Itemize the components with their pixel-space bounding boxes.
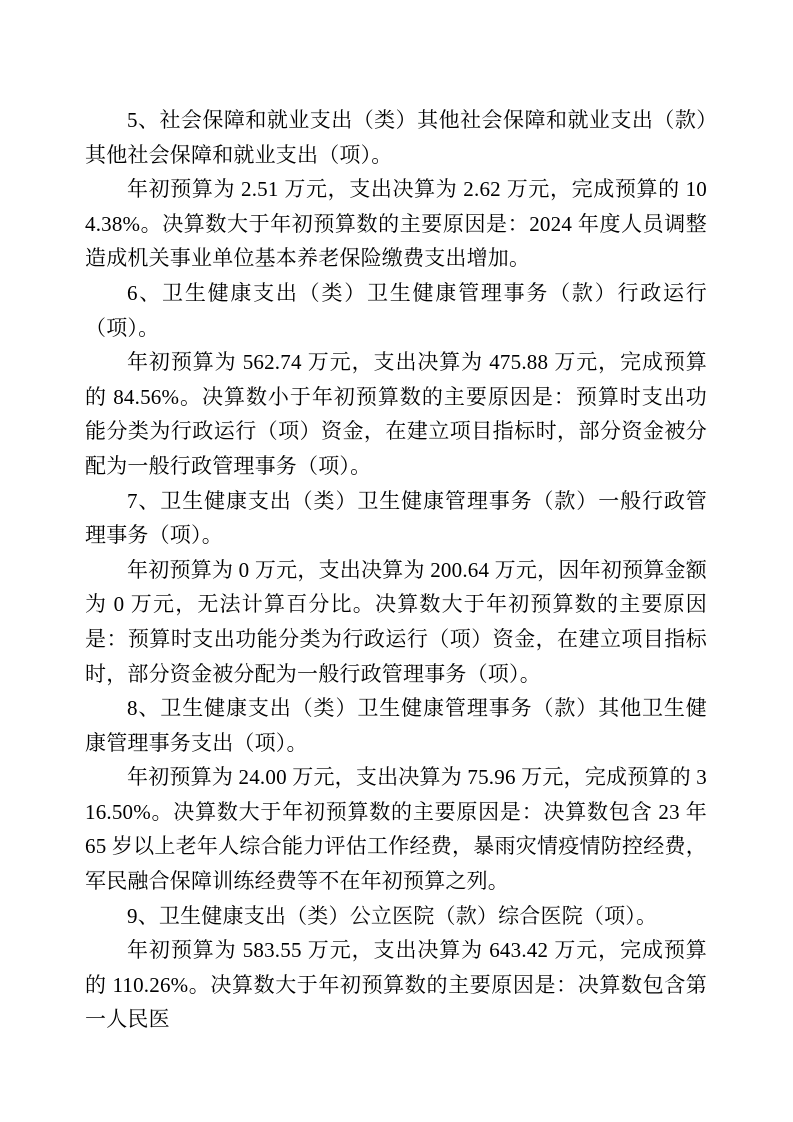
section-5-heading: 5、社会保障和就业支出（类）其他社会保障和就业支出（款）其他社会保障和就业支出（项）。: [85, 108, 707, 167]
section-6-body: 年初预算为 562.74 万元，支出决算为 475.88 万元，完成预算的 84.56%。决算数小于年初预算数的主要原因是：预算时支出功能分类为行政运行（项）资金，在建立项目指标时，部分资金被分配为一般行政管理事务（项）。: [85, 350, 707, 478]
section-9-body: 年初预算为 583.55 万元，支出决算为 643.42 万元，完成预算的 110.26%。决算数大于年初预算数的主要原因是：决算数包含第一人民医: [85, 938, 707, 1032]
section-9-heading: 9、卫生健康支出（类）公立医院（款）综合医院（项）。: [127, 903, 658, 928]
section-7-body: 年初预算为 0 万元，支出决算为 200.64 万元，因年初预算金额为 0 万元，无法计算百分比。决算数大于年初预算数的主要原因是：预算时支出功能分类为行政运行（项）资金，在建立项目指标时，部分资金被分配为一般行政管理事务（项）。: [85, 557, 707, 686]
document-body: [85, 103, 707, 1037]
section-8-heading: 8、卫生健康支出（类）卫生健康管理事务（款）其他卫生健康管理事务支出（项）。: [85, 696, 707, 755]
section-7-heading: 7、卫生健康支出（类）卫生健康管理事务（款）一般行政管理事务（项）。: [85, 488, 707, 548]
section-5-body: 年初预算为 2.51 万元，支出决算为 2.62 万元，完成预算的 104.38%。决算数大于年初预算数的主要原因是：2024 年度人员调整造成机关事业单位基本养老保险缴费支出增加。: [85, 177, 707, 271]
section-8-body: 年初预算为 24.00 万元，支出决算为 75.96 万元，完成预算的 316.50%。决算数大于年初预算数的主要原因是：决算数包含 23 年 65 岁以上老年人综合能力评估工作经费，暴雨灾情疫情防控经费，军民融合保障训练经费等不在年初预算之列。: [85, 765, 707, 894]
section-6-heading: 6、卫生健康支出（类）卫生健康管理事务（款）行政运行（项）。: [85, 280, 707, 340]
